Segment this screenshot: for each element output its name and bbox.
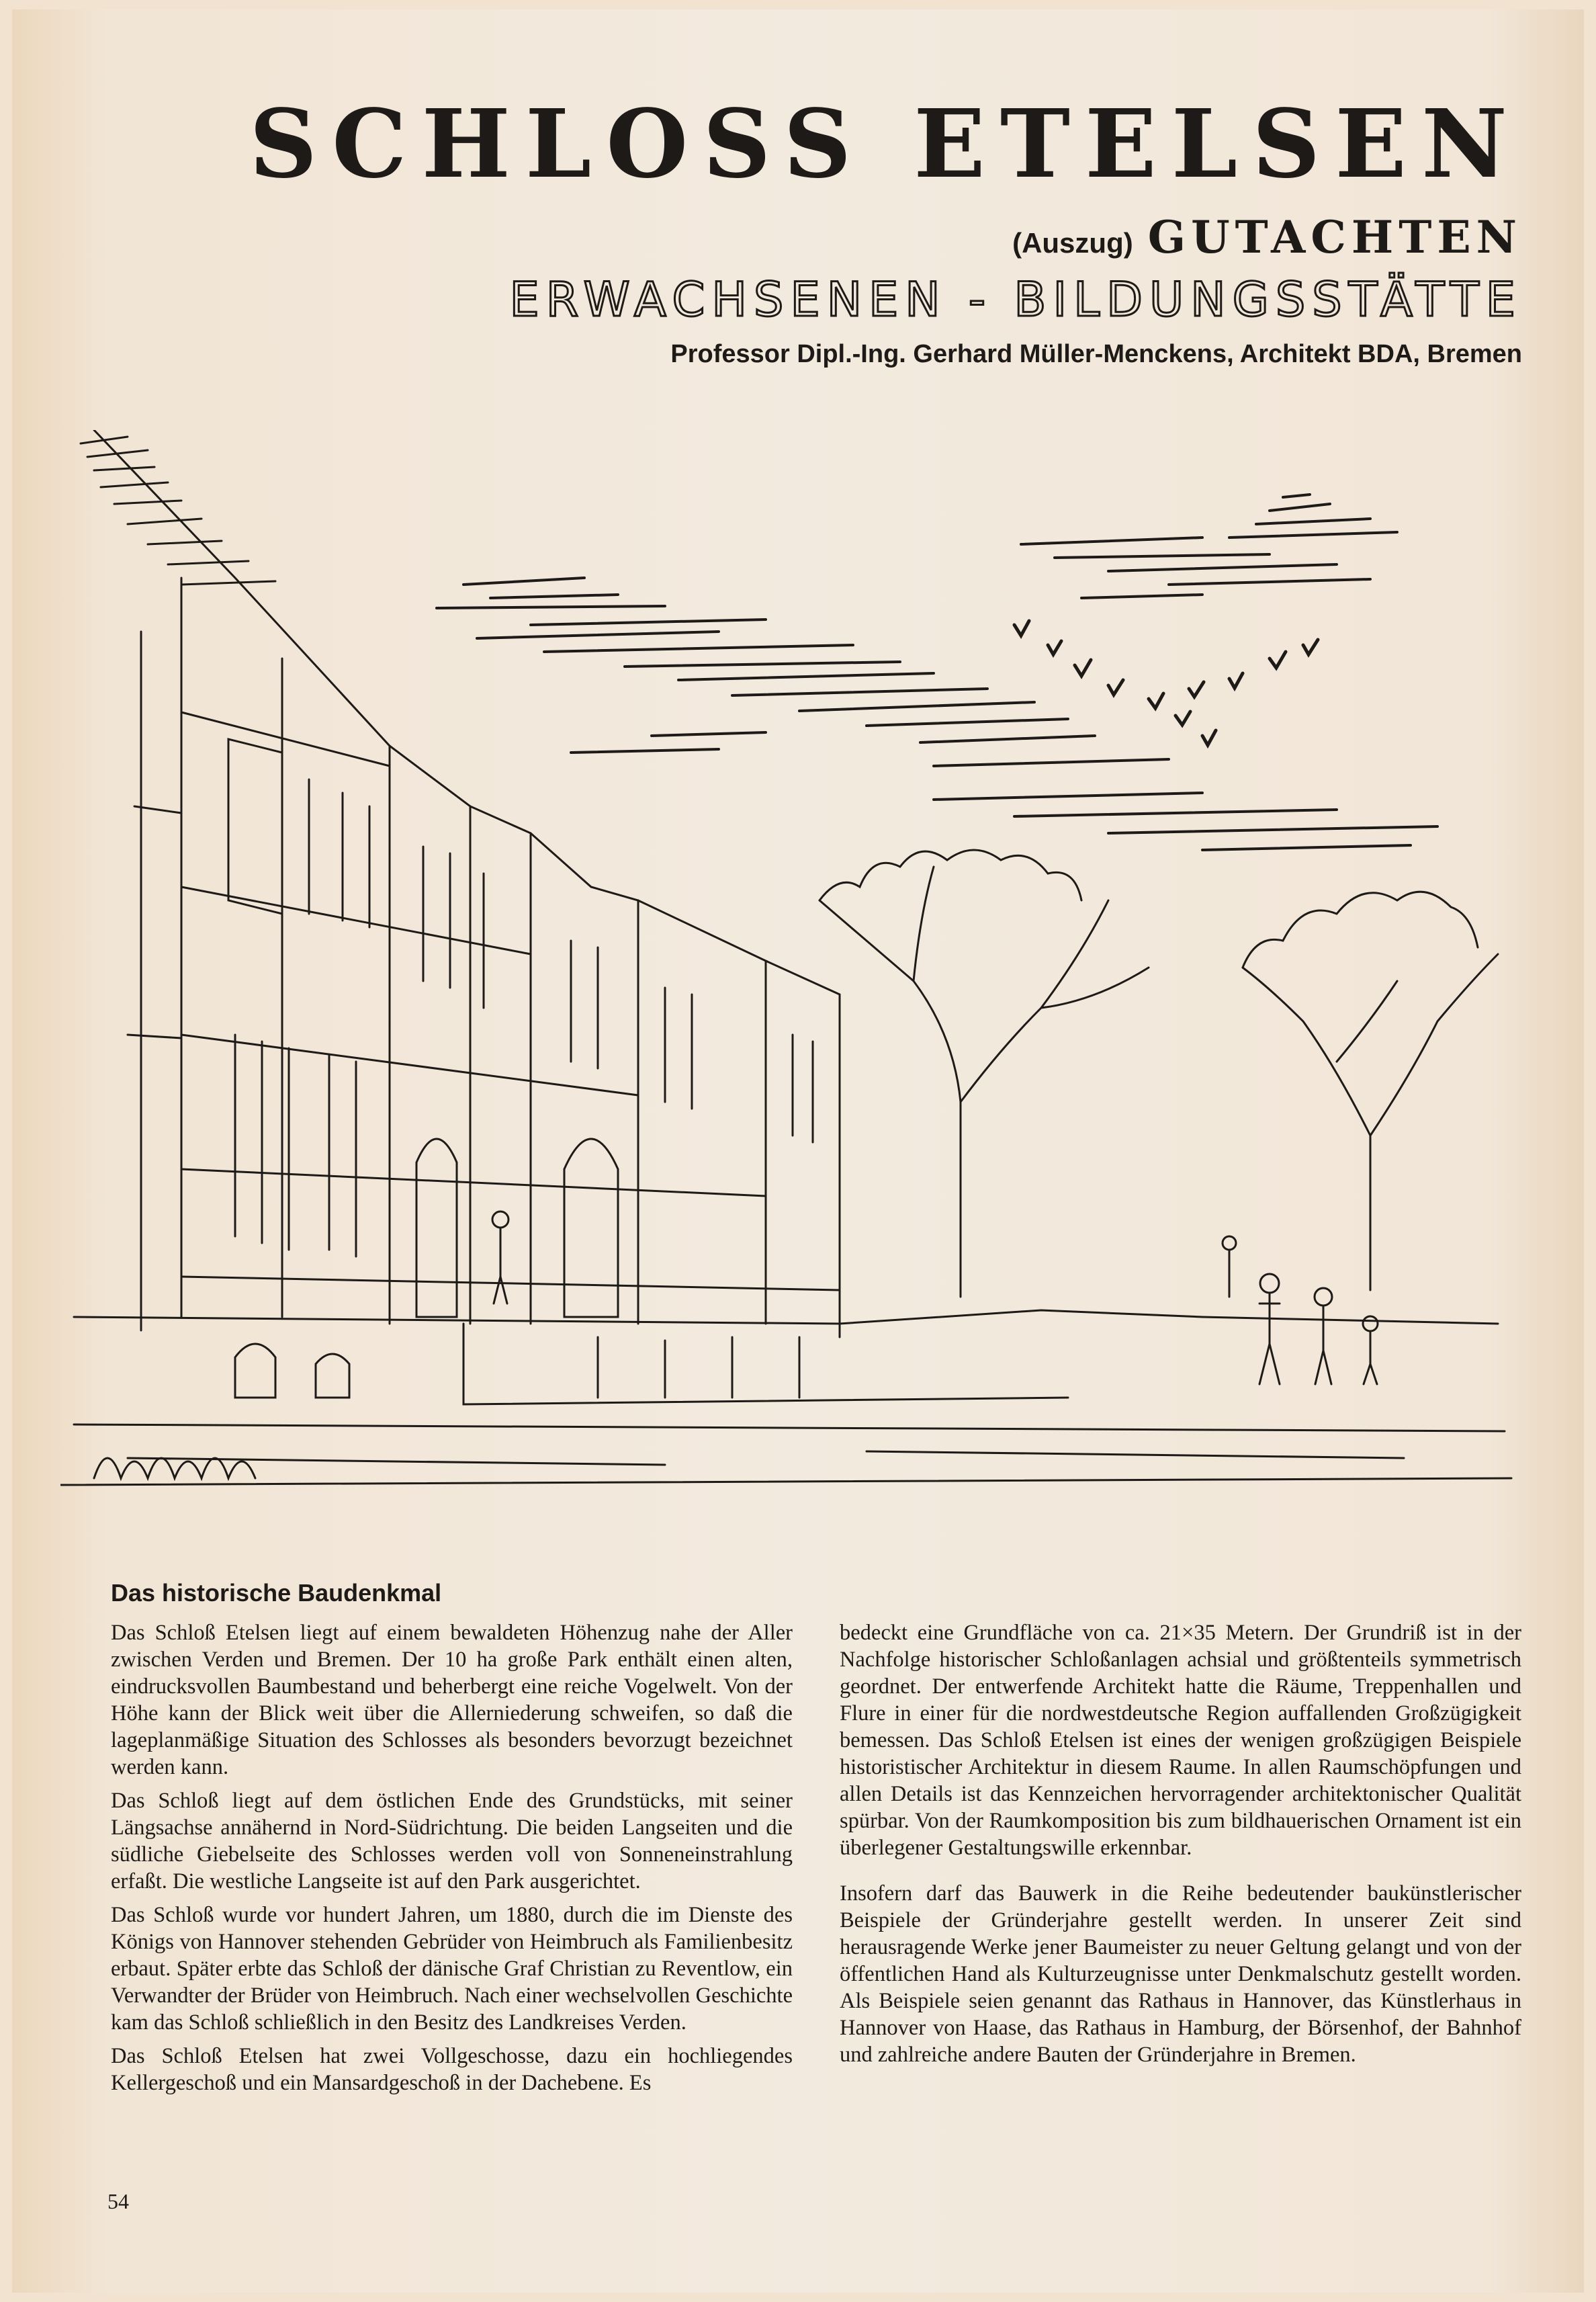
subtitle-line [249, 211, 1522, 263]
page-number: 54 [107, 2189, 129, 2213]
sky-hatching [437, 495, 1437, 850]
people [492, 1211, 1378, 1384]
paragraph: bedeckt eine Grundfläche von ca. 21×35 Metern. Der Grundriß ist in der Nachfolge historischer Schloßanlagen achsial und größtenteils symmetrisch geordnet. Der entwerfende Architekt hatte die Räume, Treppenhallen und Flure in einer für die nordwestdeutsche Region auffallenden Großzügigkeit bemessen. Das Schloß Etelsen ist eines der wenigen großzügigen Beispiele historistischer Architektur in diesem Raume. In allen Raumschöpfungen und allen Details ist das Kennzeichen hervorragender architektonischer Qualität spürbar. Von der Raumkomposition bis zum bildhauerischen Ornament ist ein überlegener Gestaltungswille erkennbar. [840, 1621, 1521, 1860]
paragraph: Insofern darf das Bauwerk in die Reihe bedeutender baukünstlerischer Beispiele der Gründerjahre gestellt werden. In unserer Zeit sind herausragende Werke jener Baumeister zu neuer Geltung gelangt und von der öffentlichen Hand als Kulturzeugnisse unter Denkmalschutz gestellt worden. Als Beispiele seien genannt das Rathaus in Hannover, das Künstlerhaus in Hannover von Haase, das Rathaus in Hamburg, der Börsenhof, der Bahnhof und zahlreiche andere Bauten der Gründerjahre in Bremen. [840, 1881, 1521, 2067]
article-column-left [111, 1619, 793, 2103]
birds [1014, 621, 1318, 745]
trees [819, 850, 1498, 1297]
stencil-subtitle: ERWACHSENEN - BILDUNGSSTÄTTE [509, 272, 1522, 327]
paragraph: Das Schloß wurde vor hundert Jahren, um 1880, durch die im Dienste des Königs von Hannover stehenden Gebrüder von Heimbruch als Familienbesitz erbaut. Später erbte das Schloß der dänische Graf Christian zu Reventlow, ein Verwandter der Brüder von Heimbruch. Nach einer wechselvollen Geschichte kam das Schloß schließlich in den Besitz des Landkreises Verden. [111, 1903, 793, 2035]
gutachten-label: GUTACHTEN [1147, 211, 1522, 263]
section-heading: Das historische Baudenkmal [111, 1579, 442, 1607]
article-column-right [840, 1619, 1521, 2075]
paragraph: Das Schloß Etelsen liegt auf einem bewaldeten Höhenzug nahe der Aller zwischen Verden und Bremen. Der 10 ha große Park enthält einen alten, eindrucksvollen Baumbestand und beherbergt eine reiche Vogelwelt. Von der Höhe kann der Blick weit über die Allerniederung schweifen, so daß die lageplanmäßige Situation des Schlosses als besonders bevorzugt bezeichnet werden kann. [111, 1621, 793, 1779]
castle-building [81, 430, 840, 1398]
castle-sketch-illustration [60, 430, 1532, 1532]
paragraph: Das Schloß Etelsen hat zwei Vollgeschosse, dazu ein hochliegendes Kellergeschoß und ein Mansardgeschoß in der Dachebene. Es [111, 2044, 793, 2095]
author-line: Professor Dipl.-Ing. Gerhard Müller-Menckens, Architekt BDA, Bremen [670, 340, 1522, 368]
header [249, 89, 1522, 369]
paragraph: Das Schloß liegt auf dem östlichen Ende des Grundstücks, mit seiner Längsachse annähernd in Nord-Südrichtung. Die beiden Langseiten und die südliche Giebelseite des Schlosses werden voll von Sonneneinstrahlung erfaßt. Die westliche Langseite ist auf den Park ausgerichtet. [111, 1789, 793, 1893]
auszug-label: (Auszug) [1012, 227, 1133, 259]
terrace-and-walls [60, 1310, 1511, 1485]
page-title: SCHLOSS ETELSEN [249, 89, 1522, 200]
